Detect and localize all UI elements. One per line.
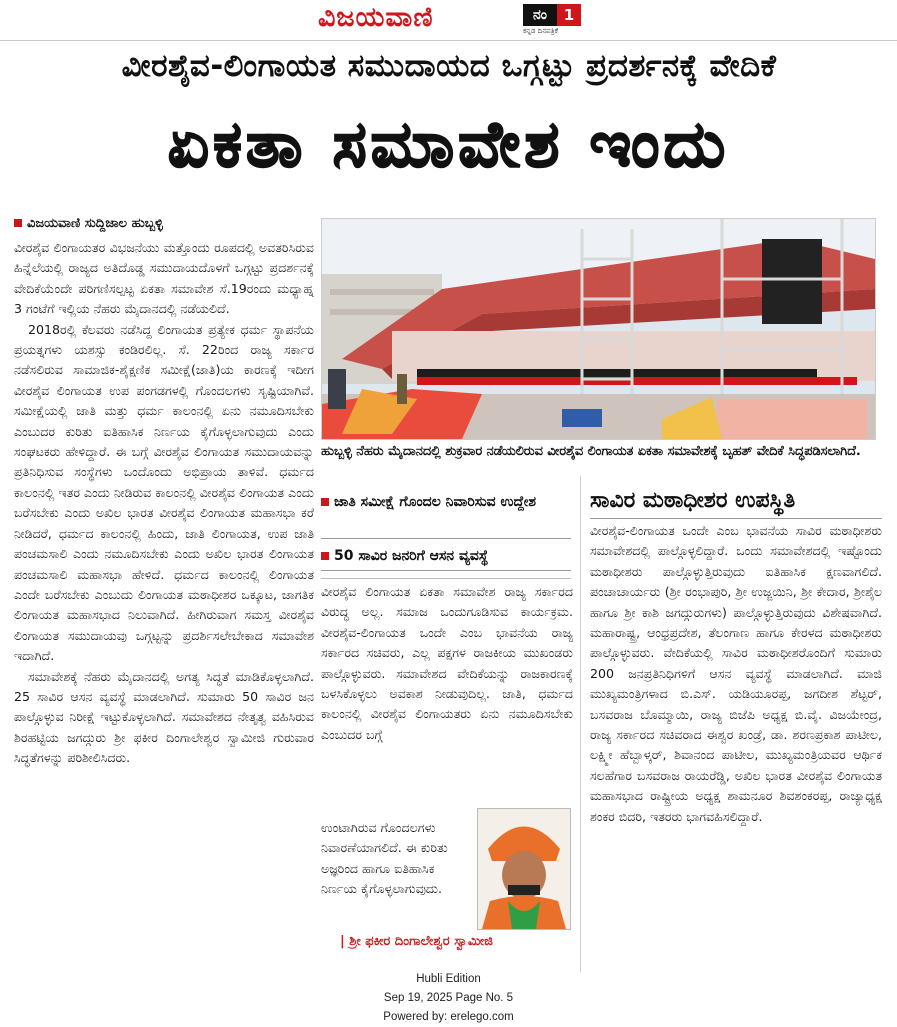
badge-subtitle: ಕನ್ನಡ ದಿನಪತ್ರಿಕೆ (523, 27, 559, 35)
photo-caption: ಹುಬ್ಬಳ್ಳಿ ನೆಹರು ಮೈದಾನದಲ್ಲಿ ಶುಕ್ರವಾರ ನಡೆಯಲಿರುವ ವೀರಶೈವ ಲಿಂಗಾಯತ ಏಕತಾ ಸಮಾವೇಶಕ್ಕೆ ಬೃಹತ್ ವೇದಿಕೆ ಸಿದ್ಧಪಡಿಸಲಾಗಿದೆ. (321, 444, 861, 459)
divider (590, 518, 882, 519)
number-one-badge (523, 4, 581, 26)
subhead-seating (321, 546, 571, 566)
divider (321, 578, 571, 579)
bullet-square-icon (321, 498, 329, 506)
article-column-2-continued (321, 818, 471, 900)
divider (321, 538, 571, 539)
page-footer (0, 970, 897, 1027)
main-headline: ಏಕತಾ ಸಮಾವೇಶ ಇಂದು (167, 108, 730, 182)
stage-photo-illustration (322, 219, 875, 439)
paragraph: ಸಮಾವೇಶಕ್ಕೆ ನೆಹರು ಮೈದಾನದಲ್ಲಿ ಅಗತ್ಯ ಸಿದ್ಧತೆ ಮಾಡಿಕೊಳ್ಳಲಾಗಿದೆ. 25 ಸಾವಿರ ಆಸನ ವ್ಯವಸ್ಥೆ ಮಾಡಲಾಗಿದೆ. ಸುಮಾರು 50 ಸಾವಿರ ಜನ ಪಾಲ್ಗೊಳ್ಳುವ ನಿರೀಕ್ಷೆ ಇಟ್ಟುಕೊಳ್ಳಲಾಗಿದೆ. ಸಮಾವೇಶದ ನೇತೃತ್ವ ವಹಿಸಿರುವ ಶಿರಹಟ್ಟಿಯ ಜಗದ್ಗುರು ಶ್ರೀ ಫಕೀರ ದಿಂಗಾಲೇಶ್ವರ ಸ್ವಾಮೀಜಿ ಗುರುವಾರ ಸಿದ್ಧತೆಗಳನ್ನು ಪರಿಶೀಲಿಸಿದರು. (14, 668, 314, 766)
newspaper-logo: ವಿಜಯವಾಣಿ (318, 2, 434, 33)
kicker-headline: ವೀರಶೈವ-ಲಿಂಗಾಯತ ಸಮುದಾಯದ ಒಗ್ಗಟ್ಟು ಪ್ರದರ್ಶನಕ್ಕೆ ವೇದಿಕೆ (121, 48, 777, 84)
bullet-square-icon (321, 552, 329, 560)
dateline-text: ವಿಜಯವಾಣಿ ಸುದ್ದಿಜಾಲ ಹುಬ್ಬಳ್ಳಿ (27, 216, 163, 231)
badge-left: ನಂ (523, 4, 557, 26)
paragraph: ಉಂಟಾಗಿರುವ ಗೊಂದಲಗಳು ನಿವಾರಣೆಯಾಗಲಿದೆ. ಈ ಕುರಿತು ಅಜ್ಞರಿಂದ ಹಾಗೂ ಐತಿಹಾಸಿಕ ನಿರ್ಣಯ ಕೈಗೊಳ್ಳಲಾಗುವುದು. (321, 820, 448, 897)
edition-label: Hubli Edition (416, 973, 481, 985)
badge-right: 1 (557, 4, 581, 26)
article-column-1 (14, 238, 314, 769)
paragraph: ವೀರಶೈವ ಲಿಂಗಾಯತ ಏಕತಾ ಸಮಾವೇಶ ರಾಜ್ಯ ಸರ್ಕಾರದ ವಿರುದ್ಧ ಅಲ್ಲ. ಸಮಾಜ ಒಂದುಗೂಡಿಸುವ ಕಾರ್ಯಕ್ರಮ. ವೀರಶೈವ-ಲಿಂಗಾಯತ ಒಂದೇ ಎಂಬ ಭಾವನೆಯ ರಾಜ್ಯ ಸರ್ಕಾರದ ಸಚಿವರು, ಎಲ್ಲ ಪಕ್ಷಗಳ ರಾಜಕೀಯ ಮುಖಂಡರು ಪಾಲ್ಗೊಳ್ಳುವರು. ಸಮಾವೇಶದ ವೇದಿಕೆಯನ್ನು ರಾಜಕಾರಣಕ್ಕೆ ಬಳಸಿಕೊಳ್ಳಲು ಅವಕಾಶ ನೀಡುವುದಿಲ್ಲ. ಜಾತಿ, ಧರ್ಮದ ಕಾಲಂನಲ್ಲಿ ವೀರಶೈವ ಲಿಂಗಾಯತರು ಏನು ನಮೂದಿಸಬೇಕು ಎಂಬುದರ ಬಗ್ಗೆ (321, 584, 573, 742)
subhead-text: ಜಾತಿ ಸಮೀಕ್ಷೆ ಗೊಂದಲ ನಿವಾರಿಸುವ ಉದ್ದೇಶ (334, 494, 537, 510)
powered-by-link[interactable]: Powered by: erelego.com (383, 1011, 514, 1023)
subhead-caste-survey (321, 492, 571, 512)
subhead-text: 50 ಸಾವಿರ ಜನರಿಗೆ ಆಸನ ವ್ಯವಸ್ಥೆ (334, 548, 489, 564)
swamiji-portrait (477, 808, 571, 930)
bullet-square-icon (14, 219, 22, 227)
col3-heading: ಸಾವಿರ ಮಠಾಧೀಶರ ಉಪಸ್ಥಿತಿ (590, 488, 796, 513)
article-column-2 (321, 582, 573, 745)
dateline (14, 216, 163, 231)
date-page-label: Sep 19, 2025 Page No. 5 (383, 992, 514, 1004)
article-column-3 (590, 521, 882, 827)
stage-photo (321, 218, 876, 440)
portrait-caption: | ಶ್ರೀ ಫಕೀರ ದಿಂಗಾಲೇಶ್ವರ ಸ್ವಾಮೀಜಿ (340, 934, 493, 949)
paragraph: ವೀರಶೈವ ಲಿಂಗಾಯತರ ವಿಭಜನೆಯು ಮತ್ತೊಂದು ರೂಪದಲ್ಲಿ ಅವತರಿಸಿರುವ ಹಿನ್ನೆಲೆಯಲ್ಲಿ ರಾಜ್ಯದ ಅತಿದೊಡ್ಡ ಸಮುದಾಯದೊಳಗೆ ಒಗ್ಗಟ್ಟು ಪ್ರದರ್ಶನಕ್ಕೆ ವೇದಿಕೆಯೆಂದೇ ಪರಿಗಣಿಸಲ್ಪಟ್ಟ ಏಕತಾ ಸಮಾವೇಶ ಸೆ.19ರಂದು ಮಧ್ಯಾಹ್ನ 3 ಗಂಟೆಗೆ ಇಲ್ಲಿಯ ನೆಹರು ಮೈದಾನದಲ್ಲಿ ನಡೆಯಲಿದೆ. (14, 240, 314, 317)
portrait-illustration (478, 809, 570, 929)
paragraph: ವೀರಶೈವ-ಲಿಂಗಾಯತ ಒಂದೇ ಎಂಬ ಭಾವನೆಯ ಸಾವಿರ ಮಠಾಧೀಶರು ಸಮಾವೇಶದಲ್ಲಿ ಪಾಲ್ಗೊಳ್ಳಲಿದ್ದಾರೆ. ಒಂದು ಸಮಾವೇಶದಲ್ಲಿ ಇಷ್ಟೊಂದು ಮಠಾಧೀಶರು ಪಾಲ್ಗೊಳ್ಳುತ್ತಿರುವುದು ಐತಿಹಾಸಿಕ ಕ್ಷಣವಾಗಲಿದೆ. ಪಂಚಾಚಾರ್ಯರು (ಶ್ರೀ ರಂಭಾಪುರಿ, ಶ್ರೀ ಉಜ್ಜಯಿನಿ, ಶ್ರೀ ಕೇದಾರ, ಶ್ರೀಶೈಲ ಹಾಗೂ ಶ್ರೀ ಕಾಶಿ ಜಗದ್ಗುರುಗಳು) ಪಾಲ್ಗೊಳ್ಳುತ್ತಿರುವುದು ವಿಶೇಷವಾಗಿದೆ. ಮಹಾರಾಷ್ಟ್ರ, ಆಂಧ್ರಪ್ರದೇಶ, ತೆಲಂಗಾಣ ಹಾಗೂ ಕೇರಳದ ಮಠಾಧೀಶರು ಪಾಲ್ಗೊಳ್ಳುವರು. ವೇದಿಕೆಯಲ್ಲಿ ಸಾವಿರ ಮಠಾಧೀಶರೊಂದಿಗೆ ಸುಮಾರು 200 ಜನಪ್ರತಿನಿಧಿಗಳಿಗೆ ಆಸನ ವ್ಯವಸ್ಥೆ ಮಾಡಲಾಗಿದೆ. ಮಾಜಿ ಮುಖ್ಯಮಂತ್ರಿಗಳಾದ ಬಿ.ಎಸ್. ಯಡಿಯೂರಪ್ಪ, ಜಗದೀಶ ಶೆಟ್ಟರ್, ಬಸವರಾಜ ಬೊಮ್ಮಾಯಿ, ರಾಜ್ಯ ಬಿಜೆಪಿ ಅಧ್ಯಕ್ಷ ಬಿ.ವೈ. ವಿಜಯೇಂದ್ರ, ರಾಜ್ಯ ಸರ್ಕಾರದ ಸಚಿವರಾದ ಈಶ್ವರ ಖಂಡ್ರೆ, ಡಾ. ಶರಣಪ್ರಕಾಶ ಪಾಟೀಲ, ಲಕ್ಷ್ಮೀ ಹೆಬ್ಬಾಳ್ಕರ್, ಶಿವಾನಂದ ಪಾಟೀಲ, ಮುಖ್ಯಮಂತ್ರಿಯವರ ಆರ್ಥಿಕ ಸಲಹೆಗಾರ ಬಸವರಾಜ ರಾಯರೆಡ್ಡಿ, ಅಖಿಲ ಭಾರತ ವೀರಶೈವ ಲಿಂಗಾಯತ ಮಹಾಸಭಾದ ರಾಷ್ಟ್ರೀಯ ಅಧ್ಯಕ್ಷ ಶಾಮನೂರ ಶಿವಶಂಕರಪ್ಪ, ರಾಜ್ಯಾಧ್ಯಕ್ಷ ಶಂಕರ ಬಿದರಿ, ಇತರರು ಭಾಗವಹಿಸಲಿದ್ದಾರೆ. (590, 523, 882, 824)
column-divider (580, 476, 581, 972)
divider (321, 570, 571, 571)
masthead (0, 0, 897, 41)
paragraph: 2018ರಲ್ಲಿ ಕೆಲವರು ನಡೆಸಿದ್ದ ಲಿಂಗಾಯತ ಪ್ರತ್ಯೇಕ ಧರ್ಮ ಸ್ಥಾಪನೆಯ ಪ್ರಯತ್ನಗಳು ಯಶಸ್ಸು ಕಂಡಿರಲಿಲ್ಲ. ಸೆ. 22ರಿಂದ ರಾಜ್ಯ ಸರ್ಕಾರ ನಡೆಸಲಿರುವ ಸಾಮಾಜಿಕ-ಶೈಕ್ಷಣಿಕ ಸಮೀಕ್ಷೆ(ಜಾತಿ)ಯ ಕಾರಣಕ್ಕೆ ಇದೀಗ ವೀರಶೈವ ಲಿಂಗಾಯತ ಉಪ ಪಂಗಡಗಳಲ್ಲಿ ಗೊಂದಲಗಳು ಸೃಷ್ಟಿಯಾಗಿವೆ. ಸಮೀಕ್ಷೆಯಲ್ಲಿ ಜಾತಿ ಮತ್ತು ಧರ್ಮ ಕಾಲಂನಲ್ಲಿ ಏನು ನಮೂದಿಸಬೇಕು ಎಂಬುದರ ಕುರಿತು ಐತಿಹಾಸಿಕ ನಿರ್ಣಯ ಕೈಗೊಳ್ಳಲಾಗುವುದು ಎಂದು ಸಂಘಟಕರು ಹೇಳಿದ್ದಾರೆ. ಈ ಬಗ್ಗೆ ವೀರಶೈವ ಲಿಂಗಾಯತ ಸಮುದಾಯವನ್ನು ಪ್ರತಿನಿಧಿಸುವ ಸಂಸ್ಥೆಗಳು ಒಂದೊಂದು ಅಭಿಪ್ರಾಯ ತಾಳಿವೆ. ಧರ್ಮದ ಕಾಲಂನಲ್ಲಿ ಇತರ ಎಂದು ನೀಡಿರುವ ಕಾಲಂನಲ್ಲಿ ವೀರಶೈವ ಲಿಂಗಾಯತ ಎಂದು ಬರೆಸಬೇಕು ಎಂದು ಅಖಿಲ ಭಾರತ ವೀರಶೈವ ಲಿಂಗಾಯತ ಮಹಾಸಭಾ ಕರೆ ನೀಡಿದರೆ, ಧರ್ಮದ ಕಾಲಂನಲ್ಲಿ ಹಿಂದು, ಜಾತಿ ಲಿಂಗಾಯತ, ಉಪ ಜಾತಿ ಪಂಚಮಸಾಲಿ ಎಂದು ನಮೂದಿಸಬೇಕು ಎಂದು ಅಖಿಲ ಭಾರತ ಲಿಂಗಾಯತ ಪಂಚಮಸಾಲಿ ಮಹಾಸಭಾ ಹೇಳಿದೆ. ಧರ್ಮದ ಕಾಲಂನಲ್ಲಿ ಲಿಂಗಾಯತ ಎಂದೇ ಬರೆಸಬೇಕು ಎಂಬುದು ಲಿಂಗಾಯತ ಮಠಾಧೀಶರ ಒಕ್ಕೂಟ, ಜಾಗತಿಕ ಲಿಂಗಾಯತ ಮಹಾಸಭಾದ ನಿಲುವಾಗಿದೆ. ಹೀಗಿರುವಾಗ ಸಮಸ್ತ ವೀರಶೈವ ಲಿಂಗಾಯತ ಸಮುದಾಯವು ಒಗ್ಗಟ್ಟನ್ನು ಪ್ರದರ್ಶಿಸಲೇಬೇಕಾದ ಸಮಾವೇಶ ಇದಾಗಿದೆ. (14, 321, 314, 664)
